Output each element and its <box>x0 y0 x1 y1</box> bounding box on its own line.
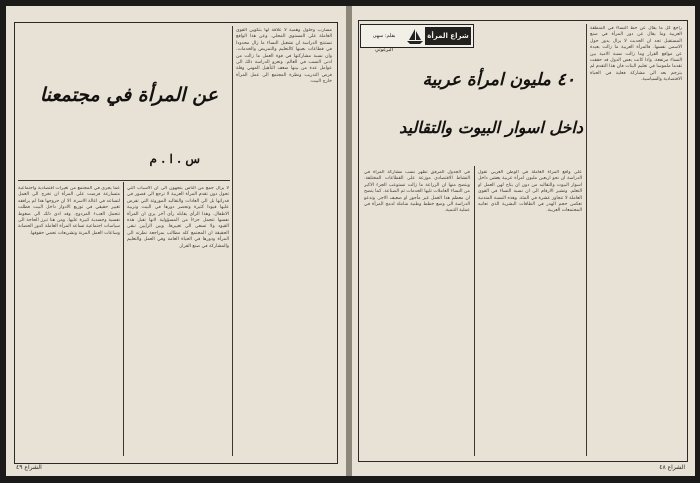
right-headline-line-2: داخل اسوار البيوت والتقاليد <box>399 118 583 137</box>
right-article-column: راجع كل ما يقال عن حظ النساء في المنطقة العربية وما يقال عن دور المرأة في صنع المستقبل تجد ان الحديث لا يزال يدور حول الاسس نفسها. فالمرأة العربية ما زالت بعيدة عن مواقع القرار وما زالت نسبة الامية بين النساء مرتفعة. واذا كانت بعض الدول قد حققت تقدما ملموسا في تعليم البنات فان هذا التقدم لم يترجم بعد الى مشاركة فعلية في الحياة الاقتصادية والسياسية. <box>590 26 682 83</box>
right-folio: الشراع ٤٨ <box>659 464 685 471</box>
left-page-vertical-rule <box>123 182 124 456</box>
left-article-column: مسارب وحلول وهمية لا علاقة لها بتكوين القوى العاملة على المستوى المحلي. وعن هذا الواقع تستنتج الدراسة ان تشغيل النساء ما زال محدودا في قطاعات بعينها كالتعليم والتمريض والخدمات. وان نسبة مشاركتها في قوة العمل ما زالت من ادنى النسب في العالم. وتعزو الدراسة ذلك الى عوامل عدة من بينها ضعف التأهيل المهني وقلة فرص التدريب ونظرة المجتمع الى عمل المرأة خارج البيت. <box>236 28 332 85</box>
right-article-column: في الجدول المرفق تظهر نسب مشاركة المرأة في النشاط الاقتصادي موزعة على القطاعات المختلفة. ويتضح منها ان الزراعة ما زالت تستوعب الجزء الاكبر من النساء العاملات تليها الخدمات ثم الصناعة. كما يتضح ان معظم هذا العمل غير مأجور او ضعيف الاجر. وتدعو الدراسة الى وضع خطط وطنية شاملة لدمج المرأة في عملية التنمية. <box>364 170 470 214</box>
column-author: بقلم: سهى البرغوثي <box>372 33 396 53</box>
left-byline: س . ا . م <box>149 152 200 166</box>
left-page-headline-rule <box>18 180 230 181</box>
right-page-vertical-rule <box>586 24 587 456</box>
sailboat-icon <box>405 27 425 45</box>
left-page <box>6 6 346 476</box>
left-headline: عن المرأة في مجتمعنا <box>39 84 218 106</box>
column-banner <box>360 24 474 53</box>
right-page <box>352 6 695 476</box>
column-title: شراع المرأة <box>425 27 471 45</box>
right-article-column: على واقع المرأة العاملة في الوطن العربي تقول الدراسة ان نحو اربعين مليون امرأة عربية يعشن داخل اسوار البيوت والتقاليد من دون ان يتاح لهن العمل او التعلم. وتشير الارقام الى ان نسبة النساء في القوى العاملة لا تتجاوز عشرة في المئة. وهذه النسبة المتدنية تعكس حجم الهدر في الطاقات البشرية الذي تعانيه المجتمعات العربية. <box>478 170 582 214</box>
right-page-vertical-rule <box>474 166 475 456</box>
left-page-vertical-rule <box>232 26 233 456</box>
left-folio: الشراع ٤٩ <box>16 464 42 471</box>
left-article-column: لا يزال جمع من الناس يتجهون الى ان الاسباب التي تحول دون تقدم المرأة العربية لا ترجع الى قصور في قدراتها بل الى العادات والتقاليد الموروثة التي تفرض عليها قيودا كثيرة وتحصر دورها في البيت وتربية الاطفال. وهذا الرأي يقابله رأي آخر يرى ان المرأة نفسها تتحمل جزءا من المسؤولية لانها تقبل هذه القيود ولا تسعى الى تغييرها. وبين الرأيين تبقى الحقيقة ان المجتمع كله مطالب بمراجعة نظرته الى المرأة ودورها في الحياة العامة وفي العمل والتعليم والمشاركة في صنع القرار. <box>127 186 229 249</box>
left-article-column: عما يجري في المجتمع من تغيرات اقتصادية واجتماعية متسارعة فرضت على المرأة ان تخرج الى العمل لتساعد في اعالة الاسرة. الا ان خروجها هذا لم يرافقه تغيير حقيقي في توزيع الادوار داخل البيت فظلت تتحمل العبء المزدوج. وقد ادى ذلك الى ضغوط نفسية وجسدية كبيرة عليها. ومن هنا تبرز الحاجة الى سياسات اجتماعية تساعد المرأة العاملة كدور الحضانة وساعات العمل المرنة وتشريعات تحمي حقوقها. <box>18 186 120 236</box>
right-headline-line-1: ٤٠ مليون امرأة عربية <box>422 70 575 90</box>
